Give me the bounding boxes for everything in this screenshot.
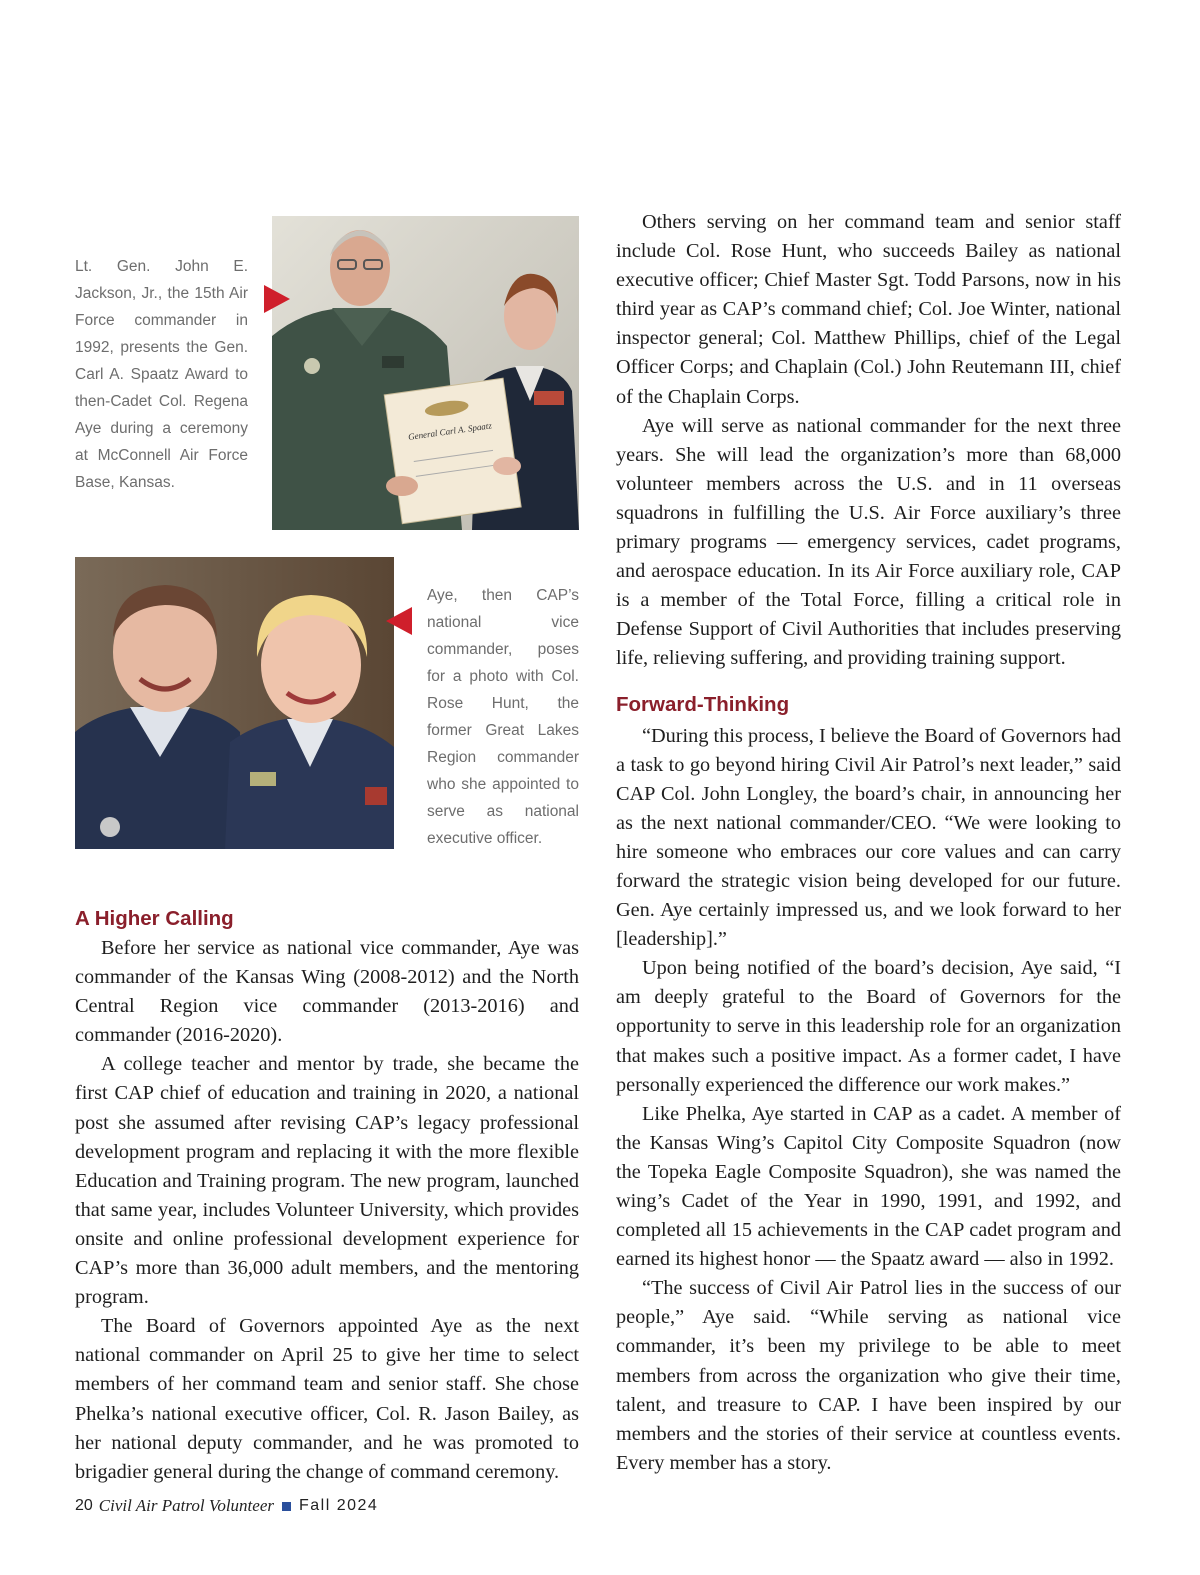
footer-separator-square (282, 1502, 291, 1511)
page-number: 20 (75, 1497, 93, 1514)
left-column-article (75, 934, 579, 1487)
article-paragraph: The Board of Governors appointed Aye as the next national commander on April 25 to give her time to select members of her command team and senior staff. She chose Phelka’s national executive officer, Col. R. Jason Bailey, as her national deputy commander, and he was promoted to brigadier general during the change of command ceremony. (75, 1315, 579, 1483)
article-paragraph: Others serving on her command team and senior staff include Col. Rose Hunt, who succeeds Bailey as national executive officer; Chief Master Sgt. Todd Parsons, now in his third year as CAP’s command chief; Col. Joe Winter, national inspector general; Col. Matthew Phillips, chief of the Legal Officer Corps; and Chaplain (Col.) John Reutemann III, chief of the Chaplain Corps. (616, 211, 1121, 408)
caption-pointer-arrow (264, 285, 290, 313)
article-paragraph: “During this process, I believe the Board of Governors had a task to go beyond hiring Civil Air Patrol’s next leader,” said CAP Col. John Longley, the board’s chair, in announcing her as the next national commander/CEO. “We were looking to hire someone who embraces our core values and can carry forward the strategic vision being developed for our future. Gen. Aye certainly impressed us, and we look forward to her [leadership].” (616, 724, 1121, 951)
page-footer (75, 1496, 378, 1516)
caption-pointer-arrow (386, 607, 412, 635)
article-paragraph: Upon being notified of the board’s decision, Aye said, “I am deeply grateful to the Board of Governors for the opportunity to serve in this leadership role for an organization that makes such a positive impact. As a former cadet, I have personally experienced the difference our work makes.” (616, 957, 1121, 1096)
article-paragraph: Aye will serve as national commander for the next three years. She will lead the organization’s more than 68,000 volunteer members across the U.S. and in 11 overseas squadrons in fulfilling the U.S. Air Force auxiliary’s three primary programs — emergency services, cadet programs, and aerospace education. In its Air Force auxiliary role, CAP is a member of the Total Force, filling a critical role in Defense Support of Civil Authorities that includes preserving life, relieving suffering, and providing training support. (616, 414, 1121, 670)
photo-caption-portrait: Aye, then CAP’s national vice commander, poses for a photo with Col. Rose Hunt, the former Great Lakes Region commander who she appointed to serve as national executive officer. (427, 587, 579, 847)
officers-portrait-photo (75, 557, 394, 849)
certificate-text: General Carl A. Spaatz (407, 420, 493, 442)
article-paragraph: Before her service as national vice commander, Aye was commander of the Kansas Wing (2008-2012) and the North Central Region vice commander (2013-2016) and commander (2016-2020). (75, 937, 579, 1047)
award-presentation-photo (272, 216, 579, 530)
publication-title: Civil Air Patrol Volunteer (98, 1496, 274, 1515)
section-heading-higher-calling: A Higher Calling (75, 907, 234, 930)
article-paragraph: “The success of Civil Air Patrol lies in the success of our people,” Aye said. “While serving as national vice commander, it’s been my privilege to be able to meet members from across the organization who give their time, talent, and treasure to CAP. I have been inspired by our members and the stories of their service at countless events. Every member has a story. (616, 1277, 1121, 1474)
section-heading-forward-thinking: Forward-Thinking (616, 692, 790, 716)
right-column-article (616, 208, 1121, 1478)
article-paragraph: Like Phelka, Aye started in CAP as a cadet. A member of the Kansas Wing’s Capitol City Composite Squadron (now the Topeka Eagle Composite Squadron), she was named the wing’s Cadet of the Year in 1990, 1991, and 1992, and completed all 15 achievements in the CAP cadet program and earned its highest honor — the Spaatz award — also in 1992. (616, 1102, 1121, 1271)
article-paragraph: A college teacher and mentor by trade, she became the first CAP chief of education and training in 2020, a national post she assumed after revising CAP’s legacy professional development program and replacing it with the more flexible Education and Training program. The new program, launched that same year, includes Volunteer University, which provides onsite and online professional development experience for CAP’s more than 36,000 adult members, and the mentoring program. (75, 1053, 579, 1309)
photo-caption-award: Lt. Gen. John E. Jackson, Jr., the 15th Air Force commander in 1992, presents the Gen. Carl A. Spaatz Award to then-Cadet Col. Regena Aye during a ceremony at McConnell Air Force Base, Kansas. (75, 258, 248, 491)
issue-label: Fall 2024 (299, 1497, 379, 1514)
